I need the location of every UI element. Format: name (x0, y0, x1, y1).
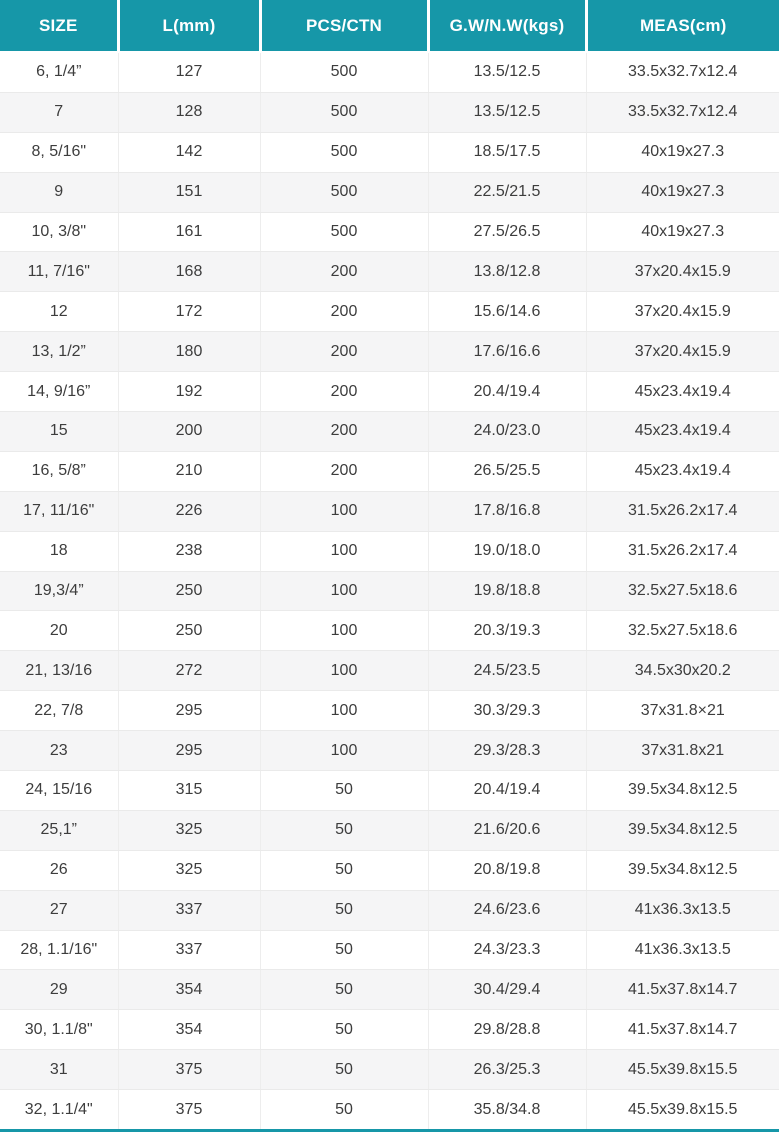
cell-size: 11, 7/16" (0, 252, 118, 292)
cell-pcs-ctn: 50 (260, 970, 428, 1010)
column-header-length: L(mm) (118, 0, 260, 52)
table-row (0, 1010, 779, 1050)
cell-size: 30, 1.1/8" (0, 1010, 118, 1050)
cell-pcs-ctn: 100 (260, 531, 428, 571)
cell-gw-nw: 20.3/19.3 (428, 611, 586, 651)
cell-pcs-ctn: 500 (260, 132, 428, 172)
cell-size: 24, 15/16 (0, 771, 118, 811)
cell-length: 325 (118, 850, 260, 890)
cell-pcs-ctn: 50 (260, 850, 428, 890)
cell-pcs-ctn: 100 (260, 651, 428, 691)
cell-size: 31 (0, 1050, 118, 1090)
cell-gw-nw: 15.6/14.6 (428, 292, 586, 332)
table-row (0, 252, 779, 292)
cell-pcs-ctn: 100 (260, 491, 428, 531)
cell-meas: 33.5x32.7x12.4 (586, 92, 779, 132)
cell-pcs-ctn: 50 (260, 890, 428, 930)
cell-size: 29 (0, 970, 118, 1010)
cell-size: 14, 9/16” (0, 372, 118, 412)
cell-length: 250 (118, 611, 260, 651)
cell-size: 23 (0, 731, 118, 771)
cell-length: 238 (118, 531, 260, 571)
cell-gw-nw: 22.5/21.5 (428, 172, 586, 212)
table-row (0, 1050, 779, 1090)
cell-meas: 41.5x37.8x14.7 (586, 1010, 779, 1050)
cell-meas: 37x20.4x15.9 (586, 292, 779, 332)
cell-length: 172 (118, 292, 260, 332)
cell-length: 354 (118, 1010, 260, 1050)
cell-meas: 40x19x27.3 (586, 132, 779, 172)
cell-length: 128 (118, 92, 260, 132)
cell-pcs-ctn: 200 (260, 451, 428, 491)
table-row (0, 930, 779, 970)
cell-size: 8, 5/16" (0, 132, 118, 172)
cell-length: 354 (118, 970, 260, 1010)
cell-gw-nw: 17.6/16.6 (428, 332, 586, 372)
cell-pcs-ctn: 50 (260, 930, 428, 970)
cell-length: 325 (118, 810, 260, 850)
column-header-pcs-ctn: PCS/CTN (260, 0, 428, 52)
cell-size: 22, 7/8 (0, 691, 118, 731)
column-header-meas: MEAS(cm) (586, 0, 779, 52)
cell-size: 21, 13/16 (0, 651, 118, 691)
table-row (0, 850, 779, 890)
cell-pcs-ctn: 500 (260, 92, 428, 132)
cell-length: 337 (118, 890, 260, 930)
cell-pcs-ctn: 200 (260, 372, 428, 412)
cell-gw-nw: 18.5/17.5 (428, 132, 586, 172)
cell-meas: 32.5x27.5x18.6 (586, 571, 779, 611)
cell-gw-nw: 19.0/18.0 (428, 531, 586, 571)
cell-length: 127 (118, 52, 260, 92)
table-row (0, 1090, 779, 1131)
cell-length: 180 (118, 332, 260, 372)
cell-gw-nw: 30.4/29.4 (428, 970, 586, 1010)
cell-length: 142 (118, 132, 260, 172)
cell-length: 375 (118, 1050, 260, 1090)
cell-size: 16, 5/8” (0, 451, 118, 491)
cell-pcs-ctn: 50 (260, 1050, 428, 1090)
cell-gw-nw: 20.8/19.8 (428, 850, 586, 890)
cell-meas: 34.5x30x20.2 (586, 651, 779, 691)
cell-size: 27 (0, 890, 118, 930)
cell-gw-nw: 24.0/23.0 (428, 412, 586, 452)
cell-gw-nw: 19.8/18.8 (428, 571, 586, 611)
table-row (0, 970, 779, 1010)
table-row (0, 372, 779, 412)
cell-meas: 45x23.4x19.4 (586, 412, 779, 452)
table-row (0, 611, 779, 651)
cell-meas: 45x23.4x19.4 (586, 372, 779, 412)
cell-pcs-ctn: 50 (260, 1090, 428, 1131)
cell-gw-nw: 29.8/28.8 (428, 1010, 586, 1050)
table-row (0, 771, 779, 811)
cell-pcs-ctn: 50 (260, 810, 428, 850)
cell-length: 315 (118, 771, 260, 811)
cell-meas: 39.5x34.8x12.5 (586, 850, 779, 890)
cell-size: 32, 1.1/4" (0, 1090, 118, 1131)
cell-length: 295 (118, 691, 260, 731)
cell-pcs-ctn: 100 (260, 571, 428, 611)
cell-size: 12 (0, 292, 118, 332)
cell-gw-nw: 17.8/16.8 (428, 491, 586, 531)
cell-size: 9 (0, 172, 118, 212)
table-header (0, 0, 779, 52)
cell-size: 18 (0, 531, 118, 571)
cell-meas: 40x19x27.3 (586, 172, 779, 212)
cell-meas: 45.5x39.8x15.5 (586, 1050, 779, 1090)
table-row (0, 172, 779, 212)
cell-length: 337 (118, 930, 260, 970)
cell-meas: 33.5x32.7x12.4 (586, 52, 779, 92)
cell-meas: 37x20.4x15.9 (586, 332, 779, 372)
cell-pcs-ctn: 500 (260, 172, 428, 212)
cell-length: 151 (118, 172, 260, 212)
cell-size: 28, 1.1/16" (0, 930, 118, 970)
table-row (0, 332, 779, 372)
table-row (0, 92, 779, 132)
cell-pcs-ctn: 500 (260, 212, 428, 252)
cell-gw-nw: 30.3/29.3 (428, 691, 586, 731)
cell-gw-nw: 26.5/25.5 (428, 451, 586, 491)
cell-pcs-ctn: 100 (260, 731, 428, 771)
cell-size: 19,3/4” (0, 571, 118, 611)
table-row (0, 731, 779, 771)
cell-meas: 37x31.8x21 (586, 731, 779, 771)
cell-gw-nw: 27.5/26.5 (428, 212, 586, 252)
cell-size: 13, 1/2” (0, 332, 118, 372)
cell-length: 161 (118, 212, 260, 252)
cell-pcs-ctn: 200 (260, 252, 428, 292)
cell-gw-nw: 20.4/19.4 (428, 771, 586, 811)
table-row (0, 691, 779, 731)
cell-pcs-ctn: 200 (260, 332, 428, 372)
cell-meas: 32.5x27.5x18.6 (586, 611, 779, 651)
table-row (0, 890, 779, 930)
table-row (0, 52, 779, 92)
cell-meas: 41.5x37.8x14.7 (586, 970, 779, 1010)
cell-meas: 39.5x34.8x12.5 (586, 810, 779, 850)
table-row (0, 212, 779, 252)
column-header-gw-nw: G.W/N.W(kgs) (428, 0, 586, 52)
cell-gw-nw: 24.5/23.5 (428, 651, 586, 691)
cell-gw-nw: 26.3/25.3 (428, 1050, 586, 1090)
cell-gw-nw: 13.5/12.5 (428, 92, 586, 132)
cell-gw-nw: 24.6/23.6 (428, 890, 586, 930)
table-row (0, 292, 779, 332)
cell-gw-nw: 20.4/19.4 (428, 372, 586, 412)
table-row (0, 651, 779, 691)
cell-pcs-ctn: 100 (260, 611, 428, 651)
cell-meas: 37x20.4x15.9 (586, 252, 779, 292)
cell-length: 295 (118, 731, 260, 771)
cell-size: 20 (0, 611, 118, 651)
table-row (0, 531, 779, 571)
cell-meas: 45.5x39.8x15.5 (586, 1090, 779, 1131)
table-row (0, 451, 779, 491)
cell-meas: 39.5x34.8x12.5 (586, 771, 779, 811)
cell-length: 272 (118, 651, 260, 691)
cell-length: 168 (118, 252, 260, 292)
table-row (0, 810, 779, 850)
header-row (0, 0, 779, 52)
cell-pcs-ctn: 50 (260, 1010, 428, 1050)
cell-gw-nw: 29.3/28.3 (428, 731, 586, 771)
cell-gw-nw: 24.3/23.3 (428, 930, 586, 970)
table-row (0, 491, 779, 531)
cell-pcs-ctn: 50 (260, 771, 428, 811)
cell-meas: 45x23.4x19.4 (586, 451, 779, 491)
column-header-size: SIZE (0, 0, 118, 52)
cell-length: 192 (118, 372, 260, 412)
cell-size: 17, 11/16" (0, 491, 118, 531)
cell-length: 375 (118, 1090, 260, 1131)
cell-meas: 31.5x26.2x17.4 (586, 531, 779, 571)
cell-gw-nw: 13.8/12.8 (428, 252, 586, 292)
cell-pcs-ctn: 200 (260, 412, 428, 452)
table-body (0, 52, 779, 1131)
cell-length: 210 (118, 451, 260, 491)
cell-size: 25,1” (0, 810, 118, 850)
cell-meas: 41x36.3x13.5 (586, 930, 779, 970)
cell-size: 15 (0, 412, 118, 452)
cell-pcs-ctn: 500 (260, 52, 428, 92)
cell-pcs-ctn: 200 (260, 292, 428, 332)
cell-meas: 40x19x27.3 (586, 212, 779, 252)
cell-size: 26 (0, 850, 118, 890)
cell-length: 200 (118, 412, 260, 452)
cell-length: 226 (118, 491, 260, 531)
cell-meas: 37x31.8×21 (586, 691, 779, 731)
cell-gw-nw: 13.5/12.5 (428, 52, 586, 92)
cell-size: 6, 1/4” (0, 52, 118, 92)
cell-pcs-ctn: 100 (260, 691, 428, 731)
cell-gw-nw: 35.8/34.8 (428, 1090, 586, 1131)
cell-size: 10, 3/8" (0, 212, 118, 252)
cell-meas: 31.5x26.2x17.4 (586, 491, 779, 531)
cell-meas: 41x36.3x13.5 (586, 890, 779, 930)
cell-gw-nw: 21.6/20.6 (428, 810, 586, 850)
table-row (0, 412, 779, 452)
table-row (0, 132, 779, 172)
table-row (0, 571, 779, 611)
cell-length: 250 (118, 571, 260, 611)
cell-size: 7 (0, 92, 118, 132)
